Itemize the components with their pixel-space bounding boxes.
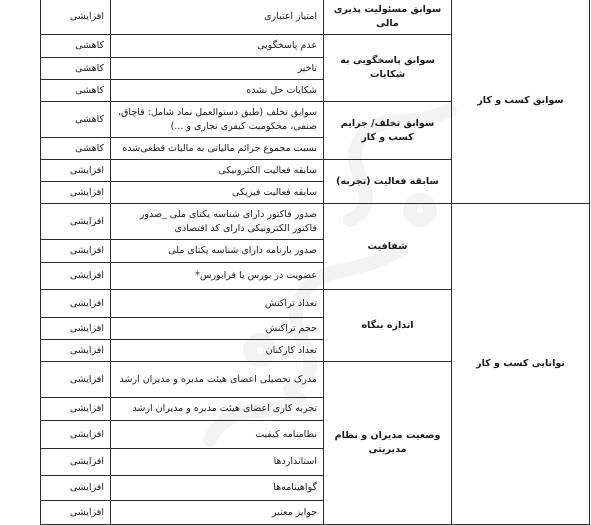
- effect-cell: افزایشی: [41, 449, 111, 476]
- criteria-table: [40, 0, 590, 525]
- effect-cell: افزایشی: [41, 263, 111, 290]
- category-cell: سوابق کسب و کار: [452, 0, 590, 204]
- indicator-cell: سوابق تخلف (طبق دستوالعمل نماد شامل: قاچاق، صنفی، محکومیت کیفری تجاری و ...): [111, 102, 324, 138]
- indicator-cell: استانداردها: [111, 449, 324, 476]
- indicator-cell: سابقه فعالیت فیزیکی: [111, 182, 324, 204]
- effect-cell: کاهشی: [41, 80, 111, 102]
- effect-cell: افزایشی: [41, 476, 111, 501]
- subcategory-cell: اندازه بنگاه: [324, 290, 452, 362]
- effect-cell: افزایشی: [41, 318, 111, 340]
- effect-cell: افزایشی: [41, 290, 111, 318]
- indicator-cell: حجم تراکنش: [111, 318, 324, 340]
- indicator-cell: تعداد کارکنان: [111, 340, 324, 362]
- effect-cell: افزایشی: [41, 182, 111, 204]
- effect-cell: افزایشی: [41, 398, 111, 421]
- indicator-cell: سابقه فعالیت الکترونیکی: [111, 160, 324, 182]
- indicator-cell: تعداد تراکنش: [111, 290, 324, 318]
- effect-cell: افزایشی: [41, 204, 111, 240]
- effect-cell: افزایشی: [41, 240, 111, 263]
- effect-cell: افزایشی: [41, 160, 111, 182]
- indicator-cell: نسبت مجموع جرائم مالیاتی به مالیات قطعی‌شده: [111, 138, 324, 160]
- effect-cell: افزایشی: [41, 421, 111, 449]
- table-row: [41, 0, 590, 35]
- indicator-cell: عضویت در بورس یا فرابورس*: [111, 263, 324, 290]
- category-cell: توانایی کسب و کار: [452, 204, 590, 525]
- effect-cell: افزایشی: [41, 340, 111, 362]
- effect-cell: افزایشی: [41, 362, 111, 398]
- indicator-cell: صدور فاکتور دارای شناسه یکتای ملی _صدور فاکتور الکترونیکی دارای کد اقتصادی: [111, 204, 324, 240]
- indicator-cell: گواهینامه‌ها: [111, 476, 324, 501]
- effect-cell: کاهشی: [41, 102, 111, 138]
- indicator-cell: تجربه کاری اعضای هیئت مدیره و مدیران ارشد: [111, 398, 324, 421]
- effect-cell: کاهشی: [41, 138, 111, 160]
- indicator-cell: جوایز معتبر: [111, 501, 324, 525]
- indicator-cell: عدم پاسخگویی: [111, 35, 324, 58]
- effect-cell: کاهشی: [41, 58, 111, 80]
- indicator-cell: شکایات حل نشده: [111, 80, 324, 102]
- indicator-cell: مدرک تحصیلی اعضای هیئت مدیره و مدیران ارشد: [111, 362, 324, 398]
- subcategory-cell: سوابق پاسخگویی به شکایات: [324, 35, 452, 102]
- subcategory-cell: سابقه فعالیت (تجربه): [324, 160, 452, 204]
- indicator-cell: نظامنامه کیفیت: [111, 421, 324, 449]
- indicator-cell: امتیاز اعتباری: [111, 0, 324, 35]
- effect-cell: کاهشی: [41, 35, 111, 58]
- indicator-cell: تاخیر: [111, 58, 324, 80]
- table-row: [41, 204, 590, 240]
- subcategory-cell: وضعیت مدیران و نظام مدیریتی: [324, 362, 452, 525]
- subcategory-cell: سوابق تخلف/ جرایم کسب و کار: [324, 102, 452, 160]
- subcategory-cell: سوابق مسئولیت پذیری مالی: [324, 0, 452, 35]
- effect-cell: افزایشی: [41, 501, 111, 525]
- subcategory-cell: شفافیت: [324, 204, 452, 290]
- indicator-cell: صدور بارنامه دارای شناسه یکتای ملی: [111, 240, 324, 263]
- effect-cell: افزایشی: [41, 0, 111, 35]
